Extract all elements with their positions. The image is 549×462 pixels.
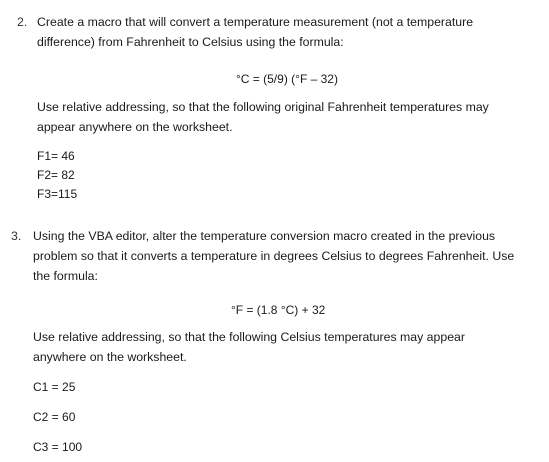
question-3-formula: °F = (1.8 °C) + 32 (231, 303, 326, 317)
question-3-number: 3. (11, 229, 22, 243)
question-3-line-3: the formula: (33, 269, 98, 283)
question-3-value-c2: C2 = 60 (33, 410, 76, 424)
question-3-line-2: problem so that it converts a temperature in degrees Celsius to degrees Fahrenheit. Use (33, 249, 515, 263)
question-2-value-f1: F1= 46 (37, 149, 75, 163)
question-3-line-4: Use relative addressing, so that the following Celsius temperatures may appear (33, 330, 465, 344)
question-2-line-3: Use relative addressing, so that the following original Fahrenheit temperatures may (37, 100, 489, 114)
question-2-value-f2: F2= 82 (37, 168, 75, 182)
question-3-line-1: Using the VBA editor, alter the temperature conversion macro created in the previous (33, 229, 496, 243)
question-2-line-2: difference) from Fahrenheit to Celsius using the formula: (37, 35, 344, 49)
question-3-value-c1: C1 = 25 (33, 380, 76, 394)
question-2-value-f3: F3=115 (37, 187, 78, 201)
question-2-line-1: Create a macro that will convert a temperature measurement (not a temperature (37, 15, 474, 29)
question-2-formula: °C = (5/9) (°F – 32) (236, 72, 338, 86)
question-3-value-c3: C3 = 100 (33, 440, 83, 454)
question-2-line-4: appear anywhere on the worksheet. (37, 120, 233, 134)
question-2-number: 2. (17, 15, 28, 29)
question-3-line-5: anywhere on the worksheet. (33, 350, 187, 364)
